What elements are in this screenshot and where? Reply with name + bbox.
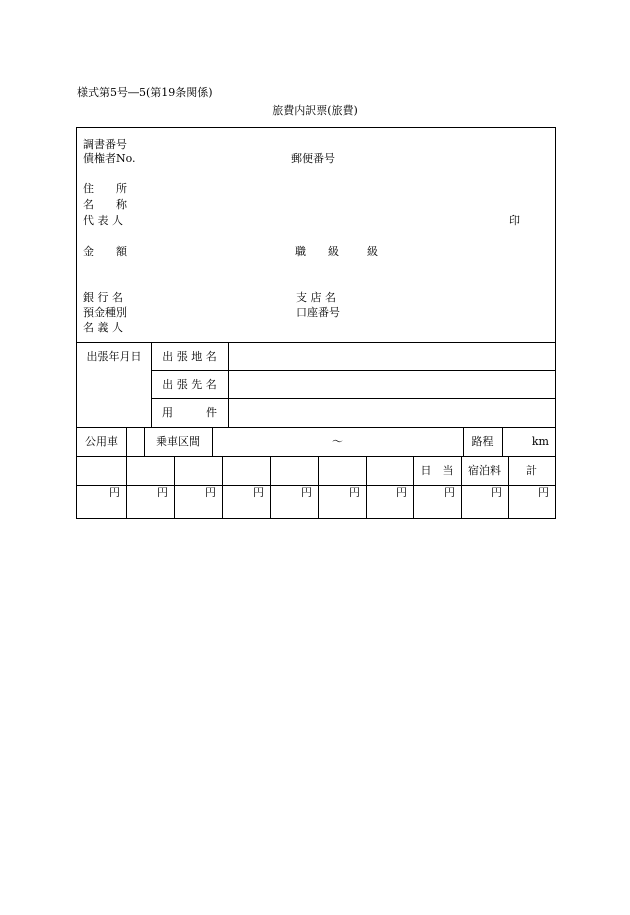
distance-label: 路程 [471, 435, 494, 448]
trip-date-label: 出張年月日 [86, 349, 142, 363]
trip-purpose-label: 用 件 [162, 406, 217, 419]
yen-unit: 円 [109, 485, 120, 499]
yen-unit: 円 [538, 485, 549, 499]
seal-mark: 印 [509, 214, 520, 227]
section-tilde: ～ [332, 435, 343, 448]
account-no-label: 口座番号 [296, 306, 340, 319]
km-unit: km [531, 435, 549, 448]
yen-unit: 円 [253, 485, 264, 499]
survey-no-label: 調書番号 [83, 138, 127, 151]
form-number: 様式第5号―5(第19条関係) [77, 86, 213, 99]
creditor-no-label: 債権者No. [83, 152, 136, 165]
yen-unit: 円 [444, 485, 455, 499]
name-label: 名 称 [83, 198, 127, 211]
grade-suffix: 級 [367, 245, 378, 258]
divider [228, 342, 229, 427]
amount-label: 金 額 [83, 245, 127, 258]
lodging-fee-header: 宿泊料 [468, 464, 501, 477]
vehicle-label: 公用車 [85, 435, 118, 448]
grade-label: 職 級 [295, 245, 339, 258]
yen-unit: 円 [205, 485, 216, 499]
section-label: 乗車区間 [156, 435, 200, 448]
total-header: 計 [526, 464, 537, 477]
yen-unit: 円 [301, 485, 312, 499]
form-frame [76, 127, 556, 519]
holder-name-label: 名 義 人 [83, 321, 123, 334]
representative-label: 代 表 人 [83, 214, 123, 227]
bank-name-label: 銀 行 名 [83, 291, 123, 304]
document-title: 旅費内訳票(旅費) [272, 104, 358, 117]
yen-unit: 円 [349, 485, 360, 499]
postal-code-label: 郵便番号 [291, 152, 335, 165]
daily-allowance-header: 日 当 [420, 464, 454, 477]
divider [126, 427, 127, 456]
branch-name-label: 支 店 名 [296, 291, 336, 304]
deposit-type-label: 預金種別 [83, 306, 127, 319]
yen-unit: 円 [491, 485, 502, 499]
yen-unit: 円 [157, 485, 168, 499]
trip-place-label: 出 張 地 名 [162, 349, 217, 363]
address-label: 住 所 [83, 182, 127, 195]
yen-unit: 円 [396, 485, 407, 499]
trip-destination-label: 出 張 先 名 [162, 377, 217, 391]
